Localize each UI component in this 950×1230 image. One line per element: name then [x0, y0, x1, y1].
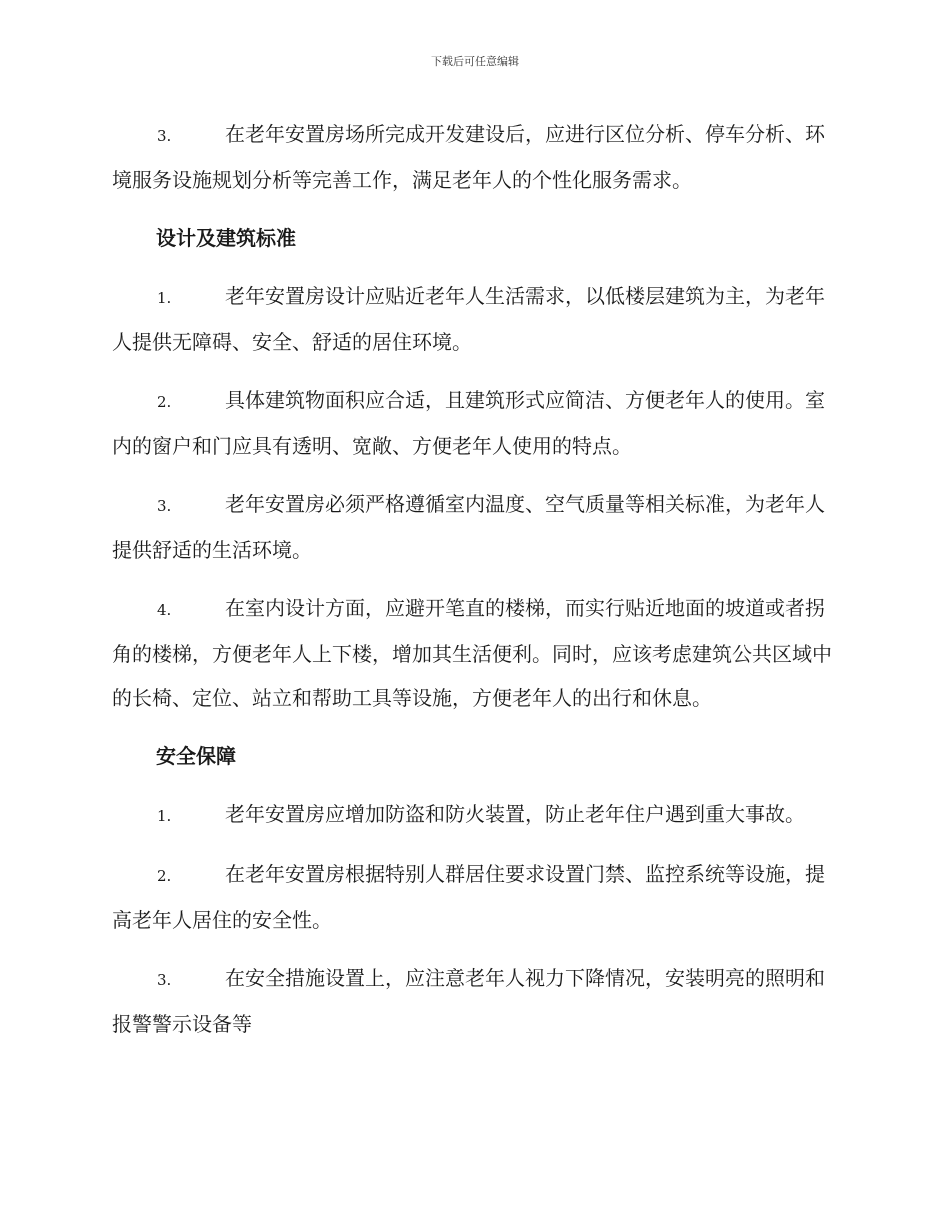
- item-number: 3.: [157, 127, 172, 145]
- list-item: [112, 956, 838, 1046]
- item-number: 2.: [157, 867, 172, 885]
- item-text: 老年安置房设计应贴近老年人生活需求，以低楼层建筑为主，为老年人提供无障碍、安全、舒适的居住环境。: [112, 284, 825, 354]
- list-item: [112, 852, 838, 942]
- list-item: [112, 112, 838, 202]
- section-heading-safety: 安全保障: [156, 744, 236, 768]
- list-item: [112, 792, 838, 838]
- item-number: 1.: [157, 807, 172, 825]
- list-item: [112, 274, 838, 364]
- document-body: [112, 112, 838, 1060]
- item-text: 老年安置房必须严格遵循室内温度、空气质量等相关标准，为老年人提供舒适的生活环境。: [112, 492, 825, 562]
- item-text: 在室内设计方面，应避开笔直的楼梯，而实行贴近地面的坡道或者拐角的楼梯，方便老年人上下楼，增加其生活便利。同时，应该考虑建筑公共区域中的长椅、定位、站立和帮助工具等设施，方便老年人的出行和休息。: [112, 596, 832, 710]
- item-text: 在老年安置房根据特别人群居住要求设置门禁、监控系统等设施，提高老年人居住的安全性。: [112, 862, 825, 932]
- item-number: 4.: [157, 601, 172, 619]
- list-item: [112, 378, 838, 468]
- item-text: 老年安置房应增加防盗和防火装置，防止老年住户遇到重大事故。: [225, 802, 805, 826]
- item-text: 具体建筑物面积应合适，且建筑形式应简洁、方便老年人的使用。室内的窗户和门应具有透明、宽敞、方便老年人使用的特点。: [112, 388, 825, 458]
- item-text: 在老年安置房场所完成开发建设后，应进行区位分析、停车分析、环境服务设施规划分析等完善工作，满足老年人的个性化服务需求。: [112, 122, 825, 192]
- item-text: 在安全措施设置上，应注意老年人视力下降情况，安装明亮的照明和报警警示设备等: [112, 966, 825, 1036]
- item-number: 1.: [157, 289, 172, 307]
- item-number: 3.: [157, 497, 172, 515]
- list-item: [112, 586, 838, 720]
- item-number: 3.: [157, 971, 172, 989]
- page-header-note: 下载后可任意编辑: [431, 55, 519, 68]
- section-heading-design: 设计及建筑标准: [156, 226, 296, 250]
- list-item: [112, 482, 838, 572]
- item-number: 2.: [157, 393, 172, 411]
